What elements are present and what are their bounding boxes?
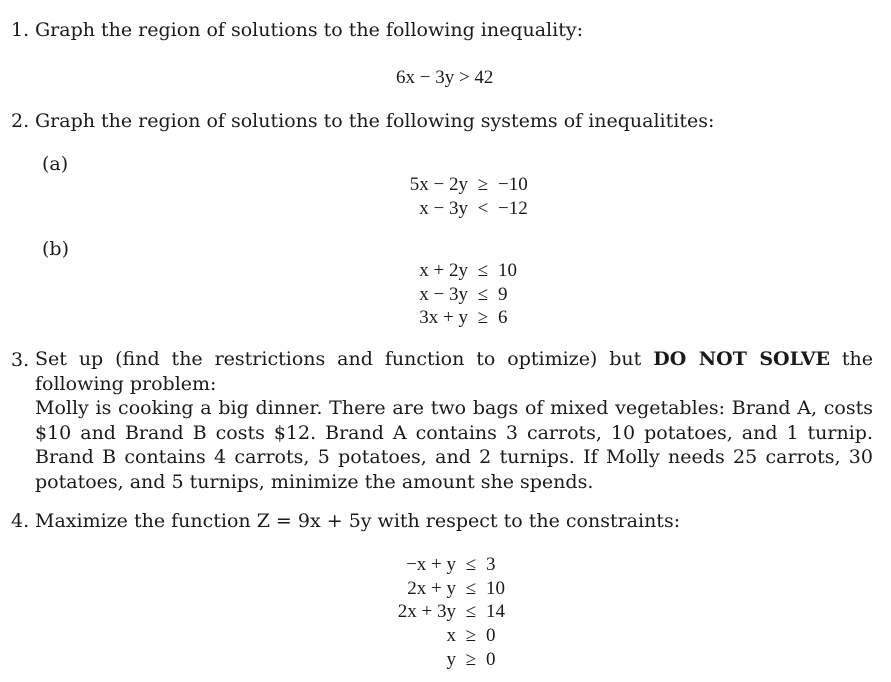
row-lhs: −x + y	[406, 554, 456, 575]
system-row	[380, 648, 505, 672]
system-row	[398, 173, 528, 197]
problem-1-equation: 6x − 3y > 42	[396, 67, 494, 88]
row-rhs: 10	[498, 260, 517, 281]
row-lhs: x − 3y	[419, 197, 468, 219]
problem-1	[11, 19, 29, 41]
row-lhs: x + 2y	[419, 260, 468, 281]
problem-3-emphasis: DO NOT SOLVE	[653, 348, 830, 370]
system-row	[398, 259, 517, 283]
problem-1-text: Graph the region of solutions to the following inequality:	[35, 19, 583, 41]
row-lhs: x − 3y	[419, 283, 468, 305]
row-rhs: 10	[486, 577, 505, 599]
row-op: ≤	[465, 577, 477, 599]
row-lhs: x	[446, 625, 456, 647]
system-b	[398, 259, 517, 330]
row-op: ≥	[477, 174, 489, 195]
problem-3-intro-post: the following problem:	[35, 348, 873, 395]
system-row	[398, 197, 528, 221]
problem-3-body: Molly is cooking a big dinner. There are two bags of mixed vegetables: Brand A, costs $10 and Brand B costs $12. Brand A contains 3 carrots, 10 potatoes, and 1 turnip. Brand B contains 4 carrots, 5 potatoes, and 2 turnips. If Molly needs 25 carrots, 30 potatoes, and 5 turnips, minimize the amount she spends.	[35, 397, 873, 493]
system-row	[380, 624, 505, 648]
row-op: ≤	[477, 283, 489, 305]
row-lhs: y	[446, 648, 456, 670]
row-rhs: 3	[486, 554, 496, 575]
row-op: ≤	[465, 601, 477, 623]
problem-number: 1.	[11, 19, 30, 41]
system-row	[398, 283, 517, 307]
system-4	[380, 553, 505, 672]
system-row	[380, 553, 505, 577]
row-rhs: 6	[498, 307, 508, 329]
system-row	[380, 577, 505, 601]
problem-number: 4.	[11, 510, 30, 532]
problem-2-text: Graph the region of solutions to the following systems of inequalitites:	[35, 110, 715, 132]
row-lhs: 5x − 2y	[409, 174, 468, 195]
row-lhs: 2x + 3y	[397, 601, 456, 623]
row-op: ≥	[465, 648, 477, 670]
part-b-label: (b)	[42, 238, 69, 260]
problem-number: 3.	[11, 349, 30, 371]
system-row	[380, 600, 505, 624]
row-rhs: 0	[486, 625, 496, 647]
problem-4-text: Maximize the function Z = 9x + 5y with respect to the constraints:	[35, 510, 681, 532]
row-lhs: 2x + y	[407, 577, 456, 599]
row-rhs: −10	[498, 174, 528, 195]
row-op: <	[477, 197, 489, 219]
part-a-label: (a)	[42, 153, 69, 175]
row-op: ≤	[465, 554, 477, 575]
row-rhs: 0	[486, 648, 496, 670]
row-op: ≥	[465, 625, 477, 647]
row-op: ≤	[477, 260, 489, 281]
problem-3-text	[35, 347, 873, 494]
row-rhs: −12	[498, 197, 528, 219]
problem-number: 2.	[11, 110, 30, 132]
row-rhs: 14	[486, 601, 505, 623]
problem-3-intro-pre: Set up (find the restrictions and function to optimize) but	[35, 348, 642, 370]
system-a	[398, 173, 528, 220]
row-lhs: 3x + y	[419, 307, 468, 329]
row-rhs: 9	[498, 283, 508, 305]
system-row	[398, 306, 517, 330]
row-op: ≥	[477, 307, 489, 329]
